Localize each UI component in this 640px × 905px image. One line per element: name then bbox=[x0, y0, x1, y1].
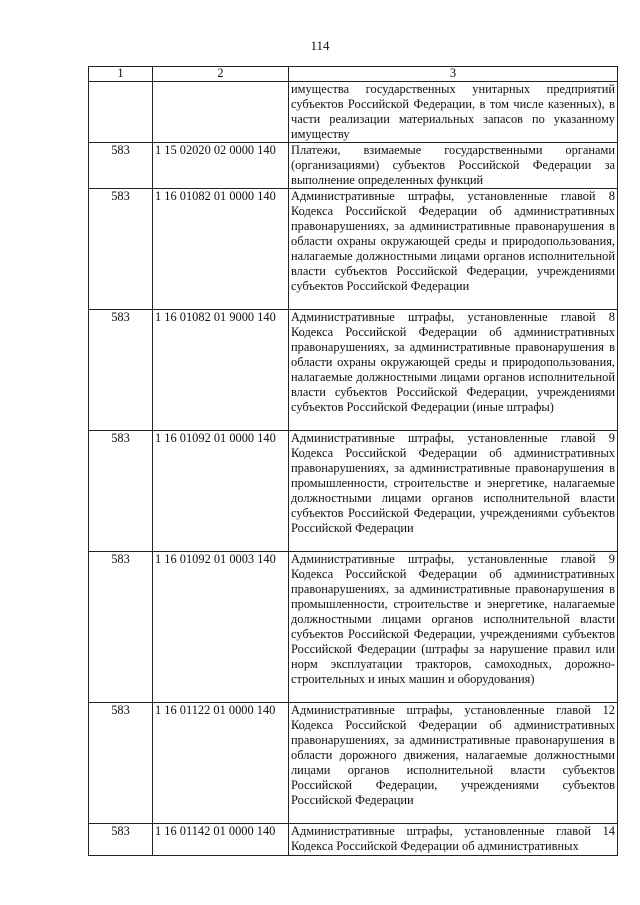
description-cell: имущества государственных унитарных предприятий субъектов Российской Федерации, в том числе казенных), в части реализации материальных запасов по указанному имуществу bbox=[289, 82, 618, 143]
description-cell: Административные штрафы, установленные главой 14 Кодекса Российской Федерации об административных bbox=[289, 824, 618, 856]
description-cell: Платежи, взимаемые государственными органами (организациями) субъектов Российской Федерации за выполнение определенных функций bbox=[289, 143, 618, 189]
admin-code-cell: 583 bbox=[89, 824, 153, 856]
admin-code-cell: 583 bbox=[89, 189, 153, 310]
table-row bbox=[89, 189, 618, 310]
admin-code-cell: 583 bbox=[89, 143, 153, 189]
description-cell: Административные штрафы, установленные главой 8 Кодекса Российской Федерации об административных правонарушениях, за административные правонарушения в области охраны окружающей среды и природопользования, налагаемые должностными лицами органов исполнительной власти субъектов Российской Федерации, учреждениями субъектов Российской Федерации (иные штрафы) bbox=[289, 310, 618, 431]
column-header-2: 2 bbox=[153, 67, 289, 82]
column-header-3: 3 bbox=[289, 67, 618, 82]
budget-code-cell: 1 16 01092 01 0000 140 bbox=[153, 431, 289, 552]
admin-code-cell: 583 bbox=[89, 310, 153, 431]
budget-codes-table bbox=[88, 66, 618, 856]
description-cell: Административные штрафы, установленные главой 9 Кодекса Российской Федерации об административных правонарушениях, за административные правонарушения в промышленности, строительстве и энергетике, налагаемые должностными лицами органов исполнительной власти субъектов Российской Федерации, учреждениями субъектов Российской Федерации bbox=[289, 431, 618, 552]
page-number: 114 bbox=[310, 38, 330, 53]
budget-code-cell: 1 16 01082 01 0000 140 bbox=[153, 189, 289, 310]
table-row bbox=[89, 310, 618, 431]
table-row-continuation bbox=[89, 82, 618, 143]
table-row bbox=[89, 431, 618, 552]
admin-code-cell: 583 bbox=[89, 552, 153, 703]
description-cell: Административные штрафы, установленные главой 12 Кодекса Российской Федерации об административных правонарушениях, за административные правонарушения в области дорожного движения, налагаемые должностными лицами органов исполнительной власти субъектов Российской Федерации, учреждениями субъектов Российской Федерации bbox=[289, 703, 618, 824]
column-header-1: 1 bbox=[89, 67, 153, 82]
budget-code-cell: 1 16 01122 01 0000 140 bbox=[153, 703, 289, 824]
table-row bbox=[89, 703, 618, 824]
admin-code-cell: 583 bbox=[89, 431, 153, 552]
budget-code-cell bbox=[153, 82, 289, 143]
budget-code-cell: 1 16 01092 01 0003 140 bbox=[153, 552, 289, 703]
admin-code-cell: 583 bbox=[89, 703, 153, 824]
budget-code-cell: 1 15 02020 02 0000 140 bbox=[153, 143, 289, 189]
budget-code-cell: 1 16 01142 01 0000 140 bbox=[153, 824, 289, 856]
description-cell: Административные штрафы, установленные главой 8 Кодекса Российской Федерации об административных правонарушениях, за административные правонарушения в области охраны окружающей среды и природопользования, налагаемые должностными лицами органов исполнительной власти субъектов Российской Федерации, учреждениями субъектов Российской Федерации bbox=[289, 189, 618, 310]
table-row bbox=[89, 143, 618, 189]
budget-code-cell: 1 16 01082 01 9000 140 bbox=[153, 310, 289, 431]
table-header-row bbox=[89, 67, 618, 82]
description-cell: Административные штрафы, установленные главой 9 Кодекса Российской Федерации об административных правонарушениях, за административные правонарушения в промышленности, строительстве и энергетике, налагаемые должностными лицами органов исполнительной власти субъектов Российской Федерации, учреждениями субъектов Российской Федерации (штрафы за нарушение правил или норм эксплуатации тракторов, самоходных, дорожно-строительных и иных машин и оборудования) bbox=[289, 552, 618, 703]
table-row bbox=[89, 824, 618, 856]
admin-code-cell bbox=[89, 82, 153, 143]
table-row bbox=[89, 552, 618, 703]
